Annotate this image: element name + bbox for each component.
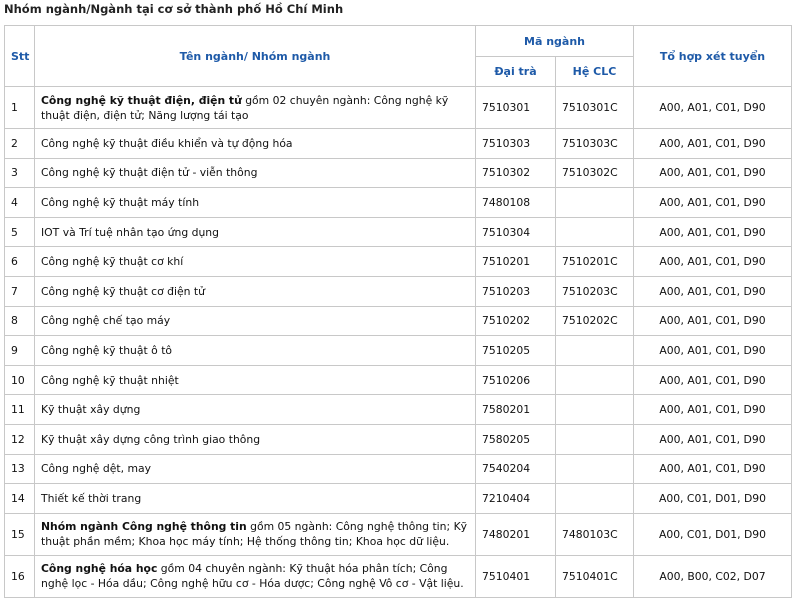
row-combination: A00, B00, C02, D07 <box>634 555 792 597</box>
row-clc-code: 7510303C <box>556 129 634 159</box>
row-code: 7510302 <box>476 158 556 188</box>
row-combination: A00, A01, C01, D90 <box>634 188 792 218</box>
row-combination: A00, A01, C01, D90 <box>634 247 792 277</box>
row-clc-code: 7510201C <box>556 247 634 277</box>
row-name <box>35 513 476 555</box>
table-row <box>5 276 792 306</box>
row-stt: 7 <box>5 276 35 306</box>
row-name <box>35 188 476 218</box>
row-clc-code: 7510202C <box>556 306 634 336</box>
row-name <box>35 87 476 129</box>
row-name-text: Công nghệ kỹ thuật điều khiển và tự động hóa <box>41 136 293 150</box>
row-code: 7510201 <box>476 247 556 277</box>
row-combination: A00, A01, C01, D90 <box>634 158 792 188</box>
row-name <box>35 555 476 597</box>
row-combination: A00, A01, C01, D90 <box>634 217 792 247</box>
row-clc-code: 7510401C <box>556 555 634 597</box>
header-combination: Tổ hợp xét tuyển <box>634 26 792 87</box>
row-name <box>35 276 476 306</box>
row-combination: A00, C01, D01, D90 <box>634 513 792 555</box>
table-row <box>5 454 792 484</box>
row-combination: A00, A01, C01, D90 <box>634 424 792 454</box>
row-clc-code: 7480103C <box>556 513 634 555</box>
row-stt: 3 <box>5 158 35 188</box>
row-code: 7510203 <box>476 276 556 306</box>
row-combination: A00, A01, C01, D90 <box>634 87 792 129</box>
row-code: 7510206 <box>476 365 556 395</box>
table-row <box>5 555 792 597</box>
row-code: 7210404 <box>476 484 556 514</box>
row-name <box>35 217 476 247</box>
row-name <box>35 454 476 484</box>
row-stt: 14 <box>5 484 35 514</box>
row-stt: 11 <box>5 395 35 425</box>
row-code: 7540204 <box>476 454 556 484</box>
row-name-text: Kỹ thuật xây dựng <box>41 403 141 417</box>
row-code: 7580205 <box>476 424 556 454</box>
row-name <box>35 484 476 514</box>
header-standard: Đại trà <box>476 57 556 87</box>
row-name-text: Công nghệ kỹ thuật cơ điện tử <box>41 284 205 298</box>
page-title: Nhóm ngành/Ngành tại cơ sở thành phố Hồ Chí Minh <box>4 2 344 16</box>
row-name-text: Công nghệ kỹ thuật máy tính <box>41 195 200 209</box>
row-name-bold: Công nghệ kỹ thuật điện, điện tử <box>41 93 242 107</box>
row-stt: 10 <box>5 365 35 395</box>
table-row <box>5 424 792 454</box>
row-code: 7510303 <box>476 129 556 159</box>
row-stt: 1 <box>5 87 35 129</box>
table-row <box>5 188 792 218</box>
header-stt: Stt <box>5 26 35 87</box>
row-code: 7510304 <box>476 217 556 247</box>
row-name <box>35 336 476 366</box>
table-row <box>5 513 792 555</box>
row-clc-code: 7510203C <box>556 276 634 306</box>
row-combination: A00, A01, C01, D90 <box>634 336 792 366</box>
row-name-bold: Công nghệ hóa học <box>41 562 158 576</box>
row-name-text: Kỹ thuật xây dựng công trình giao thông <box>41 432 261 446</box>
table-row <box>5 87 792 129</box>
row-stt: 12 <box>5 424 35 454</box>
majors-table <box>4 25 792 598</box>
row-name <box>35 424 476 454</box>
row-combination: A00, A01, C01, D90 <box>634 129 792 159</box>
header-code-group: Mã ngành <box>476 26 634 57</box>
row-clc-code <box>556 188 634 218</box>
row-code: 7510202 <box>476 306 556 336</box>
row-name-text: gồm 05 ngành: Công nghệ thông tin; Kỹ thuật phần mềm; Khoa học máy tính; Hệ thống thông tin; Khoa học dữ liệu. <box>41 520 468 549</box>
row-clc-code <box>556 217 634 247</box>
row-clc-code <box>556 424 634 454</box>
table-row <box>5 247 792 277</box>
row-code: 7480108 <box>476 188 556 218</box>
row-clc-code: 7510302C <box>556 158 634 188</box>
row-name-bold: Nhóm ngành Công nghệ thông tin <box>41 520 247 534</box>
table-row <box>5 158 792 188</box>
row-combination: A00, A01, C01, D90 <box>634 395 792 425</box>
row-name-text: IOT và Trí tuệ nhân tạo ứng dụng <box>41 225 220 239</box>
row-name-text: gồm 02 chuyên ngành: Công nghệ kỹ thuật điện, điện tử; Năng lượng tái tạo <box>41 93 449 122</box>
row-stt: 15 <box>5 513 35 555</box>
row-code: 7510301 <box>476 87 556 129</box>
row-name-text: Công nghệ chế tạo máy <box>41 314 171 328</box>
row-combination: A00, A01, C01, D90 <box>634 306 792 336</box>
row-name-text: Công nghệ kỹ thuật điện tử - viễn thông <box>41 166 258 180</box>
row-name <box>35 158 476 188</box>
row-clc-code <box>556 454 634 484</box>
row-code: 7480201 <box>476 513 556 555</box>
row-name-text: Công nghệ kỹ thuật ô tô <box>41 343 173 357</box>
row-name-text: Công nghệ kỹ thuật cơ khí <box>41 255 184 269</box>
row-code: 7510205 <box>476 336 556 366</box>
row-code: 7510401 <box>476 555 556 597</box>
row-stt: 8 <box>5 306 35 336</box>
row-combination: A00, A01, C01, D90 <box>634 365 792 395</box>
row-name-text: Công nghệ dệt, may <box>41 462 152 476</box>
row-stt: 6 <box>5 247 35 277</box>
table-row <box>5 365 792 395</box>
row-stt: 13 <box>5 454 35 484</box>
row-name-text: Công nghệ kỹ thuật nhiệt <box>41 373 179 387</box>
table-row <box>5 306 792 336</box>
row-name-text: Thiết kế thời trang <box>41 491 142 505</box>
row-clc-code <box>556 336 634 366</box>
row-name <box>35 306 476 336</box>
table-row <box>5 129 792 159</box>
row-stt: 9 <box>5 336 35 366</box>
row-clc-code: 7510301C <box>556 87 634 129</box>
row-clc-code <box>556 365 634 395</box>
row-clc-code <box>556 484 634 514</box>
row-name <box>35 395 476 425</box>
row-combination: A00, A01, C01, D90 <box>634 276 792 306</box>
row-combination: A00, A01, C01, D90 <box>634 454 792 484</box>
table-row <box>5 217 792 247</box>
row-name-text: gồm 04 chuyên ngành: Kỹ thuật hóa phân tích; Công nghệ lọc - Hóa dầu; Công nghệ hữu cơ - Hóa dược; Công nghệ Vô cơ - Vật liệu. <box>41 562 464 591</box>
row-name <box>35 247 476 277</box>
row-stt: 16 <box>5 555 35 597</box>
header-clc: Hệ CLC <box>556 57 634 87</box>
row-combination: A00, C01, D01, D90 <box>634 484 792 514</box>
table-row <box>5 395 792 425</box>
header-name: Tên ngành/ Nhóm ngành <box>35 26 476 87</box>
row-name <box>35 129 476 159</box>
row-code: 7580201 <box>476 395 556 425</box>
row-stt: 5 <box>5 217 35 247</box>
row-stt: 4 <box>5 188 35 218</box>
row-name <box>35 365 476 395</box>
row-clc-code <box>556 395 634 425</box>
table-row <box>5 336 792 366</box>
table-row <box>5 484 792 514</box>
row-stt: 2 <box>5 129 35 159</box>
